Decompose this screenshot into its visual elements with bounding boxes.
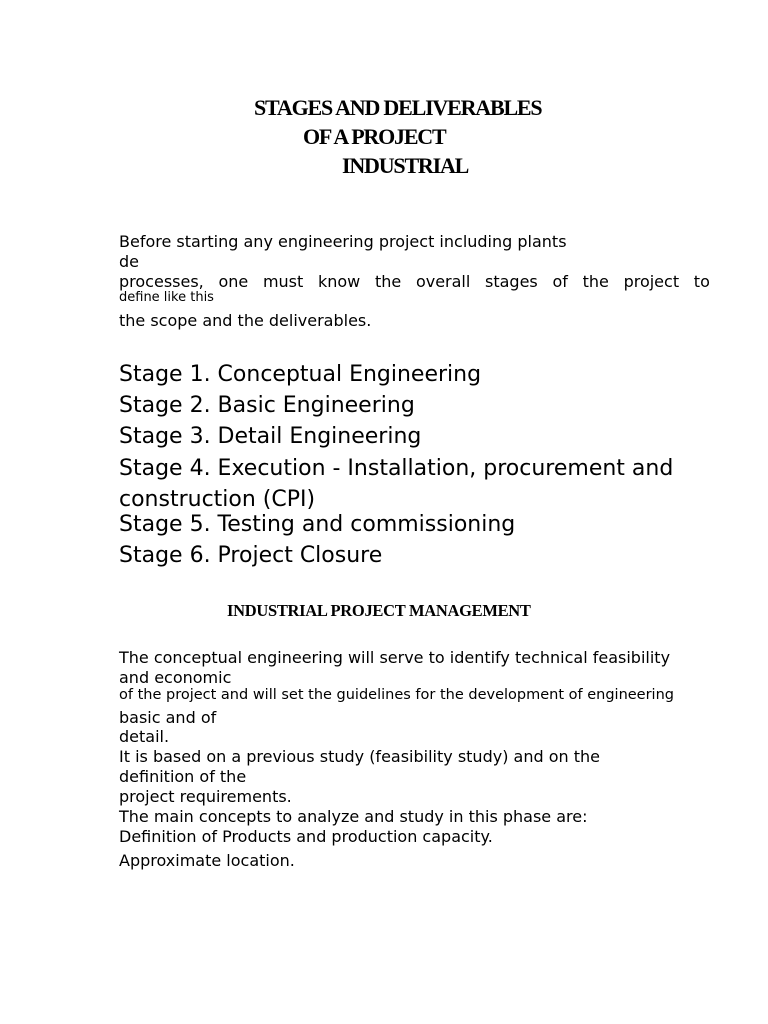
intro-line-4: define like this (119, 290, 214, 305)
intro-word: the (374, 272, 402, 291)
stage-5: Stage 5. Testing and commissioning (119, 512, 516, 537)
stage-4: Stage 4. Execution - Installation, procurement and (119, 456, 674, 481)
intro-word: of (552, 272, 568, 291)
body-line-5: detail. (119, 727, 170, 746)
stage-3: Stage 3. Detail Engineering (119, 424, 422, 449)
intro-word: project (623, 272, 680, 291)
body-line-9: The main concepts to analyze and study in this phase are: (119, 807, 588, 826)
intro-line-5: the scope and the deliverables. (119, 311, 372, 330)
title-line-1: STAGES AND DELIVERABLES (254, 95, 542, 120)
intro-word: processes, (119, 272, 204, 291)
stage-6: Stage 6. Project Closure (119, 543, 383, 568)
section-heading: INDUSTRIAL PROJECT MANAGEMENT (227, 601, 531, 620)
body-line-3: of the project and will set the guidelines for the development of engineering (119, 687, 674, 703)
intro-line-3 (119, 272, 710, 291)
intro-word: to (693, 272, 710, 291)
intro-word: one (218, 272, 249, 291)
body-line-6: It is based on a previous study (feasibility study) and on the (119, 747, 600, 766)
body-line-8: project requirements. (119, 787, 292, 806)
title-line-3: INDUSTRIAL (342, 153, 469, 178)
stage-4-continued: construction (CPI) (119, 487, 316, 512)
body-line-4: basic and of (119, 708, 217, 727)
intro-line-2: de (119, 252, 139, 271)
intro-word: the (582, 272, 609, 291)
intro-word: stages (485, 272, 538, 291)
title-line-2: OF A PROJECT (303, 124, 446, 149)
body-line-11: Approximate location. (119, 851, 295, 870)
body-line-7: definition of the (119, 767, 247, 786)
intro-word: know (317, 272, 361, 291)
body-line-2: and economic (119, 668, 232, 687)
body-line-10: Definition of Products and production capacity. (119, 827, 493, 846)
intro-word: must (262, 272, 304, 291)
intro-line-1: Before starting any engineering project including plants (119, 232, 567, 251)
stage-2: Stage 2. Basic Engineering (119, 393, 415, 418)
body-line-1: The conceptual engineering will serve to identify technical feasibility (119, 648, 671, 667)
stage-1: Stage 1. Conceptual Engineering (119, 362, 482, 387)
intro-word: overall (415, 272, 471, 291)
